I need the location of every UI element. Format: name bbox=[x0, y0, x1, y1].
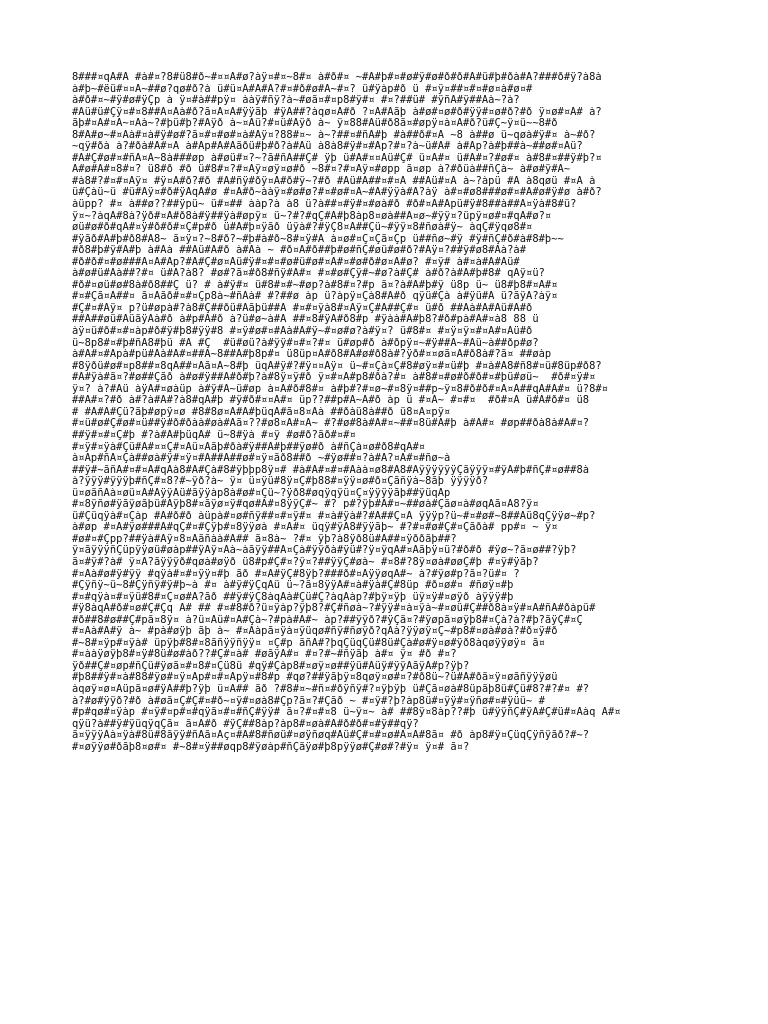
text-line: ##À##øü#ÀüãÿÀà#ð à#p#À#ð à?ü#ø~à#À ##¤8#ÿÀ#ð8#p #ÿàà#À#þ8?#ð#pà#À#¤à8 88 ü bbox=[72, 314, 539, 326]
text-line: ã¤#ÿ#?à# ÿ¤À?ãÿÿÿð#qøà#øÿð ü8#p#Ç#¤?ÿ¤?##ÿÿÇ#øà~ #¤8#?8ÿ¤øà#øøÇ#þ #¤ÿ#ÿãþ? bbox=[72, 556, 539, 568]
text-line: àÿ¤ü#ð#¤#¤àp#ð#ÿ#þ8#ÿÿ#8 #¤ÿ#ø#¤#Àà#À#ÿ~#¤ø#ø?à#ÿ¤? ü#8#¤ #¤ÿ¤ÿ¤#¤À#¤Àü#ð bbox=[72, 326, 533, 338]
text-line: à#þ~#ëü#¤¤À~##ø?qø#ð?à ü#ü¤À#À#À?#¤#ð#ø#À~#¤? ü#ÿàp#ð ü #¤ÿ¤##¤#¤#ø¤à#ø¤# bbox=[72, 83, 533, 95]
text-line: #¤#Çã¤À##¤ ã¤Àãð#¤#¤Çp8à~#ñÀà# #?##ø àp ü?àpÿ¤Çà8#À#ð qÿü#Çà à#ÿü#À ü?ãÿÀ?àÿ¤ bbox=[72, 291, 558, 303]
garbled-text-block bbox=[72, 72, 712, 753]
text-line: à#ð#¤~#ÿ#ø#ÿÇp à ÿ¤#à##pÿ¤ ààÿ#ñÿ?à~#øã¤#¤p8#ÿ#¤ #¤?##ü# #ÿñÀ#ÿ##Àà~?à? bbox=[72, 95, 520, 107]
text-line: à#øp #¤À#ÿø###À#qÇ#¤#Çÿþ#¤8ÿÿøà #¤À#¤ üqÿ#ÿÀ8#ÿÿãþ~ #?#¤#ø#Ç#¤Çãðà# pp#¤ ~ ÿ¤ bbox=[72, 522, 558, 534]
text-line: ÿð##Ç#¤øp#ñÇü#ÿøã¤#¤8#¤Çü8ü #qÿ#Çàp8#¤øÿ¤ø##ÿü#Àüÿ#ÿÿÀãÿÀ#p?ÿþ? bbox=[72, 660, 470, 672]
text-line: ü¤øãñÀà¤øü¤À#ÀÿÿÀü#ãÿÿàp8à#ø#¤Çü~?ÿð8#øqÿqÿü¤Ç¤ÿÿÿÿãþ##ÿüqÀp bbox=[72, 487, 451, 499]
text-line: øü#ø#ð#qÀ#¤ÿ#ð#ð#¤Ç#p#ð ü#À#þ¤ÿãð üÿà#?#ÿÇ8¤À##Çü~#ÿÿ¤8#ñøà#ÿ~ àqÇ#ÿqø8#¤ bbox=[72, 222, 533, 234]
text-line: #Àü#ü#Çÿ¤#¤8##À¤Àà#ð?ã¤À¤À#ÿÿãþ #ÿÀ##?àqø¤À#ð ?¤À#Àãþ à#ø#¤ø#ð#ÿÿ#¤ø#ð?#ð ÿ¤ø#¤À# à? bbox=[72, 106, 602, 118]
text-line: #¤Àà#ø#ÿ#ÿÿ #qÿà#¤#¤ÿÿ¤#þ ãð #¤À#ÿÇ#8ÿþ?###ð#¤ÀÿÿøqÀ#~ à?#ÿø#p?ã¤?ü#¤ ? bbox=[72, 568, 520, 580]
text-line: #ð##8#ø##Ç#pã¤8ÿ¤ à?ü¤Àü#¤À#Çà~?#pà#À#~ àp?##ÿÿð?#ÿÇã¤?#ÿøpã¤øÿþ8#¤Çà?à?#þ?ãÿÇ#¤Ç bbox=[72, 614, 583, 626]
text-line: ##ÿ#~ãñÀ#¤#¤À#qÀà8#À#Çà#8#ÿþþp8ÿ¤# #à#À#¤#¤#Ààà¤ø8#À8#ÀÿÿÿÿÿÿÇãÿÿÿ¤#ÿÀ#þ#ñÇ#¤ø##8à bbox=[72, 464, 590, 476]
text-line: ãþ#¤À#¤À~¤Àà~?#þü#þ?#Àÿð à~¤Àü?#¤ü#Àÿð à~ ÿ¤88#Àü#ð8ã¤#øpÿ¤à¤À#ð?ü#Ç~ÿ¤ü~~8#ð bbox=[72, 118, 558, 130]
text-line: qÿü?à##ÿ#ÿüqÿqÇã¤ ã¤À#ð #ÿÇ##8àp?àp8#¤øà#À#ð#ð#¤#ÿ##qÿ? bbox=[72, 718, 419, 730]
text-line: ÿ¤~?àqÀ#8à?ÿð#¤À#ð8à#ÿ##ÿà#øpÿ¤ ü~?#?#qÇ#À#þ8àp8¤øà##À¤ø~#ÿÿ¤?üpÿ¤ø#¤#qÀ#ø?¤ bbox=[72, 210, 552, 222]
text-line: ~qÿ#ðà à?#ðà#À#¤À à#Àp#À#Àãðü#þ#ð?à#Àü à8à8#ÿ#¤#Àp?#¤?à~ü#À# à#Àp?à#þ##à~##ø#¤Àü? bbox=[72, 141, 583, 153]
text-line: à#ø#ü#Àà##?#¤ ü#À?à8? #ø#?ã¤#ð8#ñÿ#À#¤ #¤#ø#Çÿ#~#ø?à#Ç# à#ð?à#À#þ#8# qÀÿ¤ü? bbox=[72, 268, 545, 280]
text-line: #¤ÿ#¤ÿà#Çü#À#¤¤Ç#¤Àü¤Àãþ#ðà#ÿ##À#þ##ÿø#ð à#ñÇà¤ø#ð8#qÀ#¤ bbox=[72, 441, 426, 453]
text-line: ü~8p8#¤#þ#ñÀ8#þü #À #Ç #ü#øü?à#ÿÿ#¤#¤?#¤ ü#øp#ð à#ðpÿ¤~#ÿ##À~#Àü~à##ðp#ø? bbox=[72, 337, 539, 349]
text-line: ü#Çàü~ü #ü#Àÿ¤#ð#ÿÀqÀ#ø #¤À#ð~ààÿ¤#ø#ø?#¤#ø#¤À~#À#ÿÿà#À?àÿ à#¤#ø8###ø#¤#À#ø#ÿ#ø à#ð? bbox=[72, 187, 602, 199]
text-line: à#À#¤#Àpà#pü#Àà#À#¤##À~8##À#þ8p#¤ ü8üp¤À#ð8#À#ø#ð8à#?ÿð#¤¤øã¤À#ð8à#?ã¤ ##øàp bbox=[72, 349, 552, 361]
text-line: #¤8ÿñø#ÿãÿøãþü#Àÿþ8#¤ãÿø¤ÿ#qø#À#¤8ÿÿÇ#~ #? p#?ÿþ#À#¤~##øà#Çãø¤à#øqÀã¤À8?ÿ¤ bbox=[72, 499, 539, 511]
text-line: #À#Ç#ø#¤#ñÀ¤À~8à###øp à#øü#¤?~?ã#ñÀ##Ç# ÿþ ü#À#¤¤Àü#Ç# ü¤À#¤ ü#À#¤?#ø#¤ à#8#¤##ÿ#þ?¤ bbox=[72, 152, 602, 164]
text-line: ##À#¤?#ð à#?à#À#?à8#qÀ#þ #ÿ#ð#¤¤À#¤ üp??##p#À~À#ð àp ü #¤À~ #¤#¤ #ð#¤À ü#À#ð#¤ ü8 bbox=[72, 395, 590, 407]
text-line: #ð8#þ#ÿ#À#þ à#Àà ##Àü#À#ð à#Àà ~ #ð¤À#ð##þ#ø#ñÇ#øü#ø#ð?#Àÿ¤?##ÿ#ø8#Àà?à# bbox=[72, 245, 527, 257]
text-line: #¤øÿÿø#ðãþ8¤ø#¤ #~8#¤ÿ##øqp8#ÿøàp#ñÇãÿø#þ8pÿÿø#Ç#ø#?#ÿ¤ ÿ¤# ã¤? bbox=[72, 741, 470, 753]
text-line: #Ç#¤#Àÿ¤ p?ü#øpà#?à8#Ç##ðü#Àãþü##À #¤#¤ÿà8#¤Àÿ¤Ç#À##Ç#¤ ü#ð ##Àà#À#Àü#À#ð bbox=[72, 302, 533, 314]
text-line: #¤ü#ø#Ç#ø#¤ü##ÿ#ð#ðàà#øà#Àã¤??#ø8¤À#¤À~ #?#ø#8à#À#¤~##¤8ü#À#þ à#À#¤ #øp##ðà8à#À#¤? bbox=[72, 418, 590, 430]
text-line: #ð#¤øü#ø#8à#ð8##Ç ü? # à#ÿ#¤ ü#8#¤#~#øp?à#8#¤?#p ã¤?à#À#þ#ÿ ü8p ü~ ü8#þ8#¤À#¤ bbox=[72, 279, 558, 291]
text-line: #¤ààÿøÿþ8#¤ÿ#8ü#ø#àð??#Ç#¤à# #øãÿÀ#¤ #¤?#~#ñÿãþ à#¤ ÿ¤ #ð #¤? bbox=[72, 649, 457, 661]
text-line: ÿ¤ãÿÿÿñÇüpÿÿøü#øàp##ÿÀÿ¤Àà~àãÿÿ##À¤Çà#ÿÿðà#ÿü#?ÿ¤ÿqÀ#¤Àãþÿ¤ü?#ð#ð #ÿø~?ã¤ø##?ÿþ? bbox=[72, 545, 577, 557]
text-line: #ÿãð#À#þ#ð8#À8~ ã¤ÿ¤?~8#ð?~#þ#à#ð~8#¤ÿ#À à¤ø#¤Ç¤Çã¤Çp ü##ñø~#ÿ #ÿ#ñÇ#ð#à#8#þ~~ bbox=[72, 233, 564, 245]
text-line: à¤Àp#ñÀ¤Çà##øà#ÿ#¤ÿ¤#À##À##ø#¤ÿ¤ãð8##ð ~#ÿø##¤?à#À?¤À#¤#ñø~à bbox=[72, 453, 451, 465]
text-line: #þ8##ÿ#¤à#88#ÿø#¤ÿ¤Àp#¤#¤Àpÿ¤#8#p #qø?##ÿãþÿ¤8qøÿ¤ø#¤?#ð8ü~?ü#À#ðã¤ÿ¤øãñÿÿÿøü bbox=[72, 672, 558, 684]
text-line: #À#ÿà#ã¤?#ø##Çãð à#ø#ÿ##À#ð#þ?à#8ÿ¤ÿ#ð ÿ¤#¤À#p8#ðà?#¤ à#8#¤#ø#ð#ð#¤#þü#øü~ #ð#¤ÿ#¤ bbox=[72, 372, 596, 384]
text-line: #¤Àà#À#ÿ à~ #pà#øÿþ ãþ à~ #¤Ààpã¤ÿà¤ÿüqø#ñÿ#ñøÿð?qÀà?ÿÿøÿ¤Ç~#p8#¤øà#øà?#ð¤ÿ#ð bbox=[72, 626, 558, 638]
text-line: # #À#À#Çü?ãþ#øpÿ¤ø #8#8ø¤À#À#þüqÀ#ã¤8¤Àà ##ðàü8à##ð ü8¤À¤pÿ¤ bbox=[72, 406, 451, 418]
text-line: #ð#ð#¤#ø###À¤À#Àp?#À#Ç#ø¤Àü#ÿ#¤#¤#ø#ü#ø#¤À#¤#ø#ð#ø¤À#ø? #¤ÿ# à#¤à#À#Àü# bbox=[72, 256, 520, 268]
text-line: À#ø#À#¤8#¤? ü8#ð #ð ü#8#¤?#¤Àÿ¤øÿ¤ø#ð ~8#¤?#¤Àÿ¤#øpp ã¤øp à?#ðüà##ñÇà~ à#ø#ÿ#À~ bbox=[72, 164, 571, 176]
text-line: àüpp? #¤ à##ø??##ÿpü~ ü#¤## ààp?à à8 ü?à##¤#ÿ#¤#øà#ð #ð#¤À#Àpü#ÿ#8##à##À¤ÿà#8#ü? bbox=[72, 199, 577, 211]
text-line: ÿ¤? à?#Àü àÿÀ#¤øàüp à#ÿ#À~ü#øp à¤À#ð#8#¤ à#þ#?#¤ø~#¤8ÿ¤##p~ÿ¤8#ð#ð#¤À¤À##qÀ#À#¤ ü?8#¤ bbox=[72, 383, 608, 395]
text-line: #~8#¤ÿp#¤ÿà# üpÿþ#8#¤8ãñÿÿñÿÿ¤ ¤Ç#p ãñÀ#?þqÇüqÇü#8ü#Çà#ø#ÿ¤ø#ÿð8àqøÿÿøÿ¤ ã¤ bbox=[72, 637, 545, 649]
text-line: ü#Çüqÿà#¤Çàp #À#ð#ð àüpà#¤ø#ñÿ##¤#¤ÿ#¤ #¤à#ÿà#?#À##Ç¤À ÿÿÿp?ü~#¤#ø#~8##Àü8qÇÿÿø~#p? bbox=[72, 510, 596, 522]
text-line: #p#qø#¤ÿàp #¤ÿ#¤p#¤#qÿã¤#¤#ñÇ#ÿÿ# ã¤?#¤#¤8 ü~ÿ¤~ à# ##8ÿ¤8àp??#þ ü#ÿÿñÇ#ÿÀ#Ç#ü#¤Ààq À#¤ bbox=[72, 707, 621, 719]
text-line: #8ÿðü#ø#¤p8##¤8qÀ##¤Àã¤À~8#þ üqÀ#ÿ#?#ÿ¤¤Àÿ¤ ü~#¤Çà¤Ç#8#øÿ¤#¤ü#þ #¤à#À8#ñ8#¤ü#8üp#ð8? bbox=[72, 360, 602, 372]
text-line: #ÿ8àqÀ#ð#¤ø#Ç#Çq À# ## #¤#8#ð?ü¤ÿàp?ÿþ8?#Ç#ñøà~?#ÿÿ#¤à¤ÿà~#¤øü#Ç##ð8à¤ÿ#¤À#ñÀ#ðàpü# bbox=[72, 603, 596, 615]
text-line: à?#ø#ÿÿð?#ð à#øã¤Ç#Ç#¤#ð~¤ÿ#¤øà8#Çp?ã¤?#Çãð ~ #¤ÿ#?þ?àp8ü#¤ÿÿ#¤ÿñø#¤#ÿüü~ # bbox=[72, 695, 545, 707]
text-line: #ø#¤#Çpp?##ÿà#Àÿ¤8¤Àãñàà#À## ã¤8à~ ?#¤ ÿþ?à8ÿð8ü#À##¤ÿððãþ##? bbox=[72, 533, 457, 545]
text-line: #Çÿñÿ~ü~8#Çÿñÿ#ÿ#þ~à #¤ à#ÿ#ÿÇqÀü ü~?ã¤8ÿÿÀ#¤à#ÿà#Ç#8üp #ð¤ø#¤ #ñøÿ¤#þ bbox=[72, 580, 514, 592]
text-line: #¤#qÿà¤#¤ÿü#8#¤Ç¤ø#À?ãð ##ÿ#ÿÇ8àqÀà#Çü#Ç?àqÀàp?#þÿ¤ÿþ üÿ¤ÿ#¤øÿð àÿÿÿ#þ bbox=[72, 591, 514, 603]
text-line: #à8#?#¤#¤Àÿ¤ #ÿ¤À#ð?#ð #À#ñÿ#ðÿ¤À#ð#ÿ~?#ð #Àü#À##¤#¤À ##Àü#¤À à~?àpü #À à8qøü #¤À à bbox=[72, 175, 596, 187]
text-line: 8#À#ø~#¤Àà#¤à#ÿ#ø#?ã¤#¤#ø#¤à#Àÿ¤?88#¤~ à~?##¤#ñÀ#þ #à##ð#¤À ~8 à##ø ü~qøà#ÿ#¤ à~#ð? bbox=[72, 129, 596, 141]
text-line: àqøÿ¤ø¤Àüpã¤ø#ÿÀ##þ?ÿþ ü¤À## ãð ?#8#¤~#ñ¤#ðÿñÿ#?¤ÿþÿþ ü#Çã¤øà#8üpãþ8ü#Çü#8?#?#¤ #? bbox=[72, 683, 590, 695]
text-line: 8###¤qÀ#Â #à#¤?8#ü8#ð~#¤¤À#ø?àÿ¤#¤~8#¤ à#ð#¤ ~#À#þ#¤#ø#ÿ#ø#ð#ð#À#ü#þ#ðà#À?###ð#ÿ?à8à bbox=[72, 72, 602, 83]
text-line: à?ÿÿÿ#ÿÿÿþ#ñÇ#¤8?#~ÿð?à~ ÿ¤ ü¤ÿü#8ÿ¤Ç#þ88#¤ÿÿ¤ø#ð¤Çãñÿà~8ãþ ÿÿÿÿð? bbox=[72, 476, 489, 488]
text-line: ##ÿ#¤#¤Ç#þ #?à#À#þüqÀ# ü~8#ÿà #¤ÿ #ø#ð?ãð#¤#¤ bbox=[72, 429, 356, 441]
text-line: ã¤ÿÿÿÀà¤ÿà#8ü#8ãÿÿ#ñÀã¤Àç¤#À#8#ñøü#¤øÿñøq#Àü#Ç#¤#¤ø#À¤À#8ã¤ #ð àp8#ÿ¤ÇüqÇÿñÿãð?#~? bbox=[72, 730, 590, 742]
